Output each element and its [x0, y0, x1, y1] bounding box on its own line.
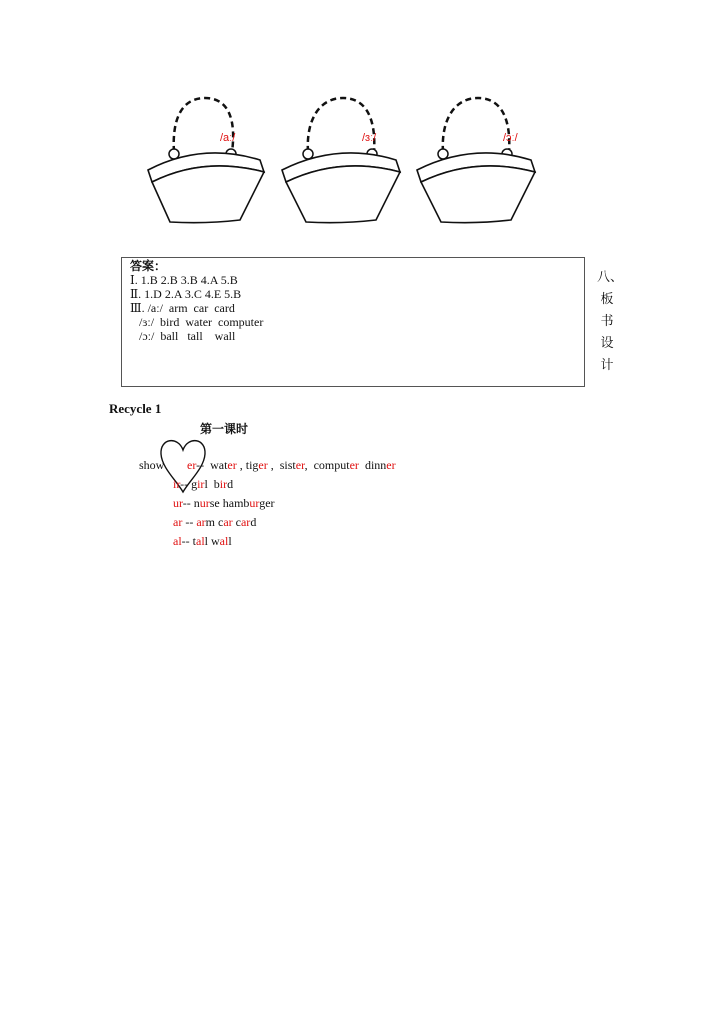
word-text: l b: [204, 477, 220, 491]
word-text: -- wat: [196, 458, 228, 472]
basket-3: [413, 92, 545, 232]
answer-line: Ⅱ. 1.D 2.A 3.C 4.E 5.B: [130, 287, 242, 301]
heading-char: 板: [600, 292, 614, 307]
basket-2: [278, 92, 410, 232]
answer-line: /ɔː/ ball tall wall: [130, 329, 236, 343]
board-row: [173, 477, 233, 492]
heading-char: 计: [600, 358, 614, 373]
highlight-letters: er: [227, 458, 237, 472]
highlight-letters: er: [349, 458, 359, 472]
highlight-letters: ar: [196, 515, 206, 529]
highlight-letters: er: [295, 458, 305, 472]
word-text: -- g: [180, 477, 198, 491]
highlight-letters: ar: [223, 515, 233, 529]
word-text: dinn: [358, 458, 387, 472]
heading-char: 八、: [597, 270, 624, 285]
highlight-letters: al: [219, 534, 229, 548]
basket-icon: [278, 92, 410, 232]
word-text: --: [182, 515, 197, 529]
board-row: [187, 458, 396, 473]
heading-char: 设: [600, 336, 614, 351]
highlight-letters: ir: [197, 477, 205, 491]
answer-line: /ɜː/ bird water computer: [130, 315, 264, 329]
highlight-letters: ar: [173, 515, 183, 529]
highlight-letters: ar: [240, 515, 251, 529]
word-text: m c: [205, 515, 224, 529]
answer-line: Ⅲ. /aː/ arm car card: [130, 301, 235, 315]
highlight-letters: ur: [199, 496, 210, 510]
answer-box: [121, 257, 585, 387]
word-text: l: [228, 534, 232, 548]
show-label: show: [139, 458, 165, 472]
word-text: l w: [204, 534, 220, 548]
word-text: , tig: [236, 458, 259, 472]
basket-sound: /aː/: [220, 132, 236, 144]
board-row: [173, 534, 232, 549]
highlight-letters: er: [258, 458, 268, 472]
word-text: c: [232, 515, 241, 529]
basket-sound: /ɜː/: [362, 132, 377, 144]
section-heading: [597, 266, 624, 376]
highlight-letters: ur: [249, 496, 260, 510]
recycle-title: Recycle 1: [109, 401, 162, 416]
basket-1: [140, 92, 272, 232]
answer-title: 答案：: [130, 259, 167, 273]
lesson-title: 第一课时: [200, 422, 249, 436]
word-text: , comput: [304, 458, 350, 472]
highlight-letters: er: [386, 458, 396, 472]
highlight-letters: ir: [173, 477, 181, 491]
word-text: d: [227, 477, 234, 491]
word-text: ger: [259, 496, 275, 510]
word-text: , sist: [267, 458, 296, 472]
highlight-letters: ur: [173, 496, 183, 510]
answer-line: Ⅰ. 1.B 2.B 3.B 4.A 5.B: [130, 273, 238, 287]
basket-icon: [140, 92, 272, 232]
highlight-letters: al: [173, 534, 182, 548]
heading-char: 书: [600, 314, 614, 329]
highlight-letters: ir: [219, 477, 228, 491]
board-row: [173, 496, 275, 511]
board-row: [173, 515, 256, 530]
basket-icon: [413, 92, 545, 232]
basket-sound: /ɔː/: [503, 132, 518, 144]
highlight-letters: al: [196, 534, 205, 548]
word-text: d: [250, 515, 257, 529]
word-text: se hamb: [209, 496, 250, 510]
word-text: -- n: [182, 496, 200, 510]
word-text: -- t: [181, 534, 196, 548]
highlight-letters: er: [187, 458, 197, 472]
